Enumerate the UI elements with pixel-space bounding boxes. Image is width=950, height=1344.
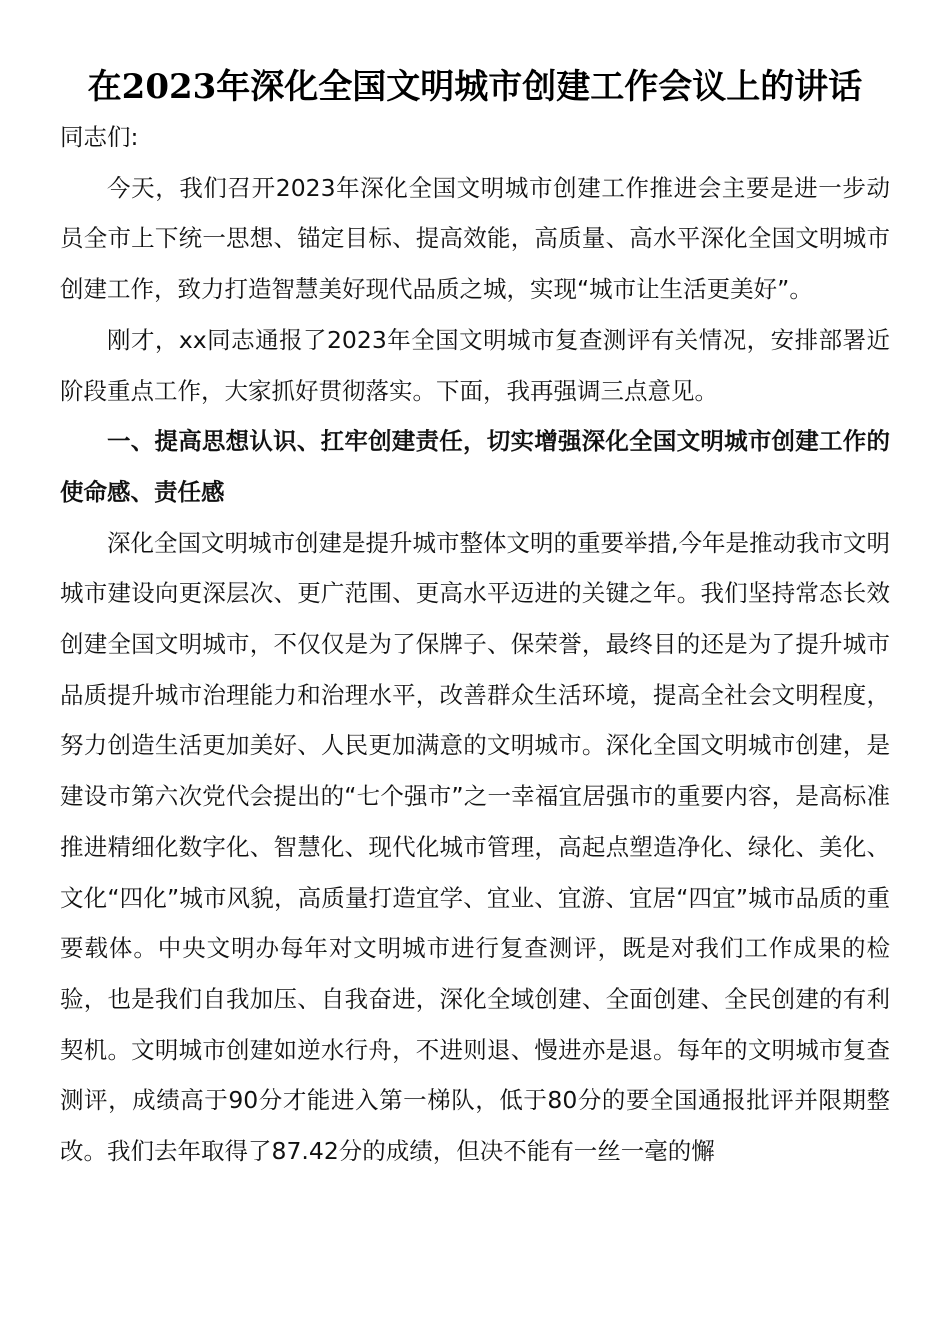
section-heading: 一、提高思想认识、扛牢创建责任，切实增强深化全国文明城市创建工作的使命感、责任感 [60, 427, 890, 506]
paragraph-opening: 今天，我们召开2023年深化全国文明城市创建工作推进会主要是进一步动员全市上下统一思想、锚定目标、提高效能，高质量、高水平深化全国文明城市创建工作，致力打造智慧美好现代品质之城，实现“城市让生活更美好”。 [60, 173, 890, 304]
document-body [60, 112, 890, 1177]
paragraph-briefing: 刚才，xx同志通报了2023年全国文明城市复查测评有关情况，安排部署近阶段重点工作，大家抓好贯彻落实。下面，我再强调三点意见。 [60, 325, 890, 405]
section-paragraph: 深化全国文明城市创建是提升城市整体文明的重要举措,今年是推动我市文明城市建设向更深层次、更广范围、更高水平迈进的关键之年。我们坚持常态长效创建全国文明城市，不仅仅是为了保牌子、保荣誉，最终目的还是为了提升城市品质提升城市治理能力和治理水平，改善群众生活环境，提高全社会文明程度，努力创造生活更加美好、人民更加满意的文明城市。深化全国文明城市创建，是建设市第六次党代会提出的“七个强市”之一幸福宜居强市的重要内容，是高标准推进精细化数字化、智慧化、现代化城市管理，高起点塑造净化、绿化、美化、文化“四化”城市风貌，高质量打造宜学、宜业、宜游、宜居“四宜”城市品质的重要载体。中央文明办每年对文明城市进行复查测评，既是对我们工作成果的检验，也是我们自我加压、自我奋进，深化全域创建、全面创建、全民创建的有利契机。文明城市创建如逆水行舟，不进则退、慢进亦是退。每年的文明城市复查测评，成绩高于90分才能进入第一梯队，低于80分的要全国通报批评并限期整改。我们去年取得了87.42分的成绩，但决不能有一丝一毫的懈 [60, 528, 890, 1166]
document-title: 在2023年深化全国文明城市创建工作会议上的讲话 [87, 67, 863, 107]
salutation: 同志们: [60, 123, 139, 151]
